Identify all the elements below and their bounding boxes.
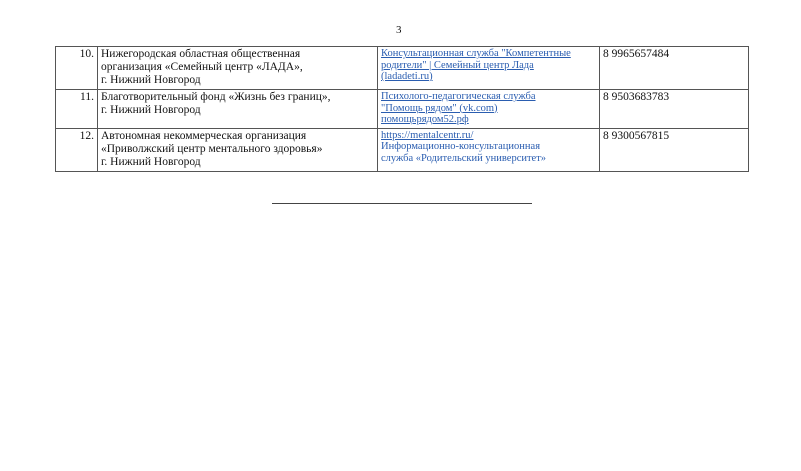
organization-line: Благотворительный фонд «Жизнь без границ», xyxy=(101,91,331,103)
organization-line: «Приволжский центр ментального здоровья» xyxy=(101,142,323,155)
row-number: 11. xyxy=(56,90,98,129)
service-cell xyxy=(378,47,600,90)
organization-line: г. Нижний Новгород xyxy=(101,155,201,168)
organizations-table xyxy=(55,46,749,172)
service-link[interactable]: (ladadeti.ru) xyxy=(381,71,433,82)
organization-cell xyxy=(98,90,378,129)
phone-number: 8 9965657484 xyxy=(600,47,749,90)
organization-line: г. Нижний Новгород xyxy=(101,104,201,116)
organization-line: организация «Семейный центр «ЛАДА», xyxy=(101,61,303,73)
organization-line: Нижегородская областная общественная xyxy=(101,48,301,60)
organization-cell xyxy=(98,128,378,171)
phone-number: 8 9300567815 xyxy=(600,128,749,171)
service-link[interactable]: https://mentalcentr.ru/ xyxy=(381,129,474,141)
service-link[interactable]: помощьрядом52.рф xyxy=(381,114,469,125)
phone-number: 8 9503683783 xyxy=(600,90,749,129)
service-link[interactable]: Психолого-педагогическая служба xyxy=(381,91,536,102)
service-cell xyxy=(378,128,600,171)
service-link[interactable]: Консультационная служба "Компетентные xyxy=(381,48,571,59)
table-row xyxy=(56,90,749,129)
service-description: Информационно-консультационная xyxy=(381,141,541,152)
table-row xyxy=(56,128,749,171)
table-row xyxy=(56,47,749,90)
organization-line: Автономная некоммерческая организация xyxy=(101,129,307,142)
row-number: 12. xyxy=(56,128,98,171)
service-cell xyxy=(378,90,600,129)
page-number: 3 xyxy=(396,24,402,36)
service-link[interactable]: родители" | Семейный центр Лада xyxy=(381,59,534,71)
organization-cell xyxy=(98,47,378,90)
end-separator-line xyxy=(272,203,532,204)
organization-line: г. Нижний Новгород xyxy=(101,74,201,86)
row-number: 10. xyxy=(56,47,98,90)
service-description: служба «Родительский университет» xyxy=(381,152,547,164)
service-link[interactable]: "Помощь рядом" (vk.com) xyxy=(381,102,498,114)
